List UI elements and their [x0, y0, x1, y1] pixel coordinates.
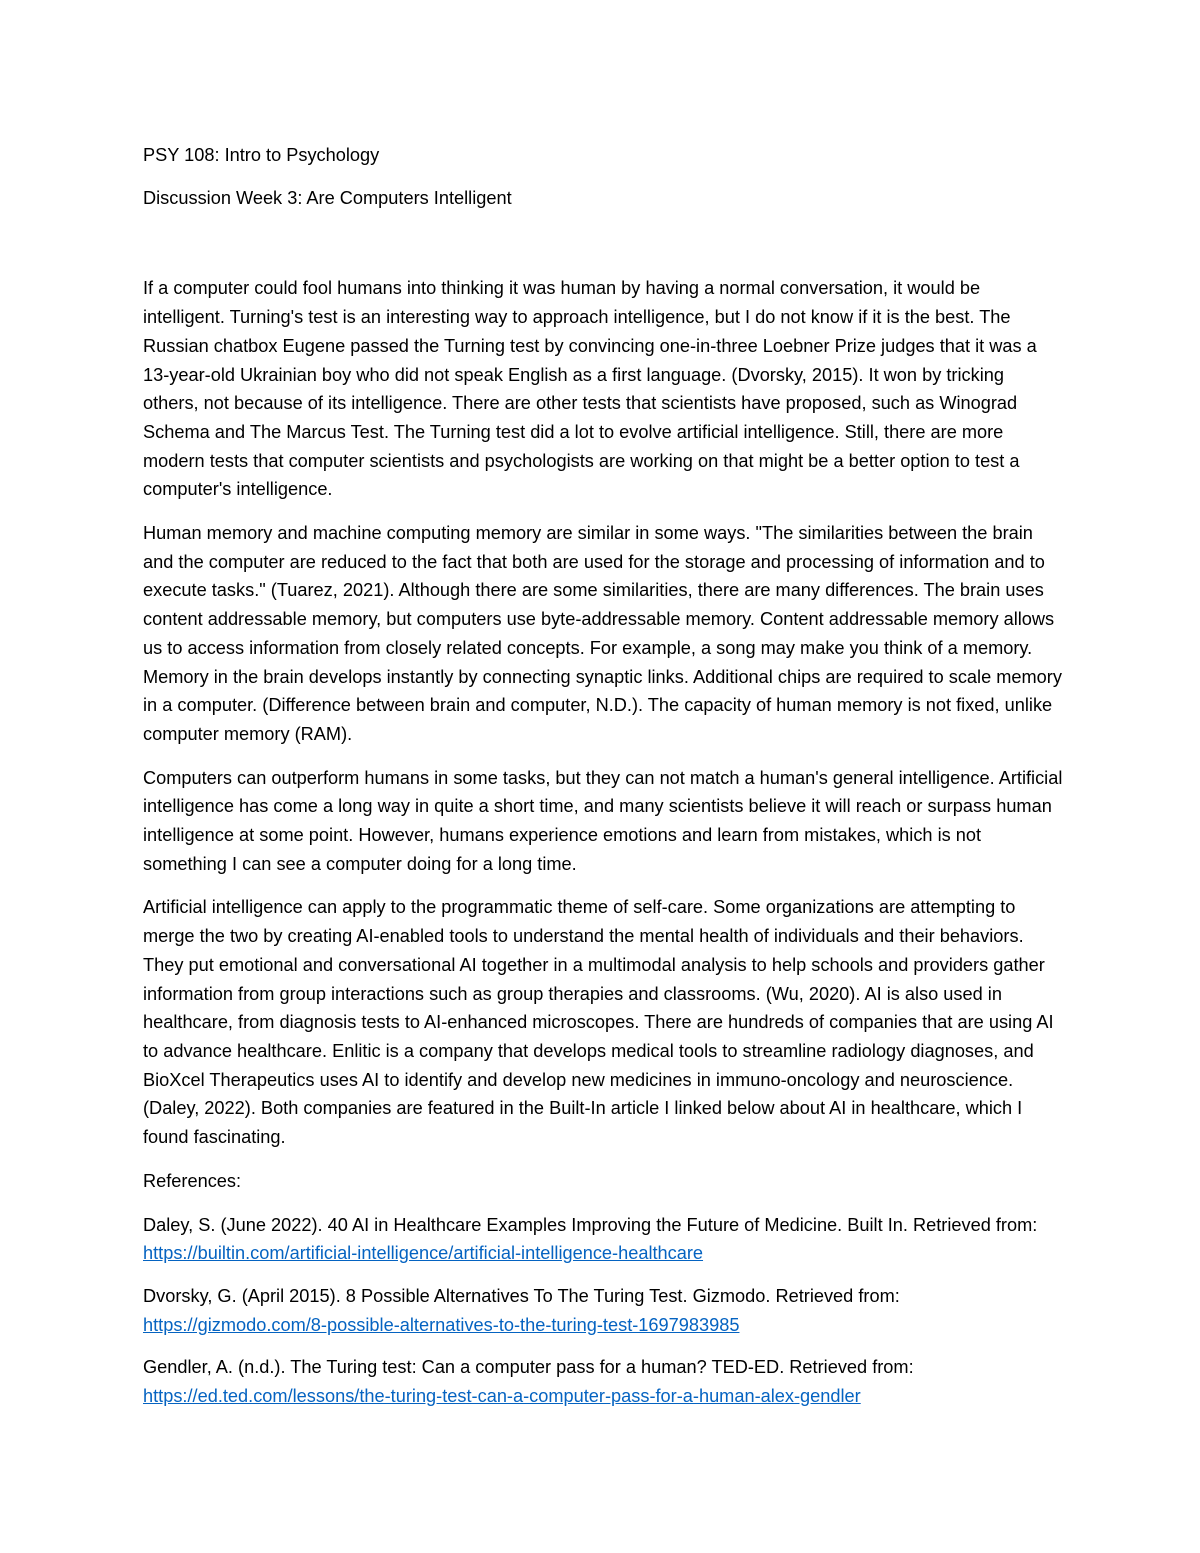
reference-item [143, 1282, 1063, 1339]
reference-text: Gendler, A. (n.d.). The Turing test: Can a computer pass for a human? TED-ED. Retrieved from: [143, 1357, 914, 1378]
reference-link[interactable]: https://gizmodo.com/8-possible-alternatives-to-the-turing-test-1697983985 [143, 1314, 740, 1335]
reference-text: Dvorsky, G. (April 2015). 8 Possible Alternatives To The Turing Test. Gizmodo. Retrieved from: [143, 1285, 900, 1306]
reference-text: Daley, S. (June 2022). 40 AI in Healthcare Examples Improving the Future of Medicine. Built In. Retrieved from: [143, 1214, 1038, 1235]
reference-item [143, 1353, 1063, 1410]
reference-link[interactable]: https://builtin.com/artificial-intelligence/artificial-intelligence-healthcare [143, 1243, 704, 1264]
references-heading: References: [143, 1170, 242, 1191]
paragraph-general-intelligence: Computers can outperform humans in some tasks, but they can not match a human's general intelligence. Artificial intelligence has come a long way in quite a short time, and many scientists believe it will reach or surpass human intelligence at some point. However, humans experience emotions and learn from mistakes, which is not something I can see a computer doing for a long time. [143, 767, 1063, 874]
discussion-title: Discussion Week 3: Are Computers Intelligent [143, 187, 512, 208]
document-body [143, 141, 1063, 1425]
reference-link[interactable]: https://ed.ted.com/lessons/the-turing-test-can-a-computer-pass-for-a-human-alex-gendler [143, 1386, 861, 1407]
reference-item [143, 1211, 1063, 1268]
paragraph-turing-test: If a computer could fool humans into thinking it was human by having a normal conversation, it would be intelligent. Turning's test is an interesting way to approach intelligence, but I do not know if it is the best. The Russian chatbox Eugene passed the Turning test by convincing one-in-three Loebner Prize judges that it was a 13-year-old Ukrainian boy who did not speak English as a first language. (Dvorsky, 2015). It won by tricking others, not because of its intelligence. There are other tests that scientists have proposed, such as Winograd Schema and The Marcus Test. The Turning test did a lot to evolve artificial intelligence. Still, there are more modern tests that computer scientists and psychologists are working on that might be a better option to test a computer's intelligence. [143, 278, 1037, 500]
paragraph-self-care: Artificial intelligence can apply to the programmatic theme of self-care. Some organizations are attempting to merge the two by creating AI-enabled tools to understand the mental health of individuals and their behaviors. They put emotional and conversational AI together in a multimodal analysis to help schools and providers gather information from group interactions such as group therapies and classrooms. (Wu, 2020). AI is also used in healthcare, from diagnosis tests to AI-enhanced microscopes. There are hundreds of companies that are using AI to advance healthcare. Enlitic is a company that develops medical tools to streamline radiology diagnoses, and BioXcel Therapeutics uses AI to identify and develop new medicines in immuno-oncology and neuroscience. (Daley, 2022). Both companies are featured in the Built-In article I linked below about AI in healthcare, which I found fascinating. [143, 897, 1054, 1148]
course-title: PSY 108: Intro to Psychology [143, 145, 380, 165]
paragraph-memory: Human memory and machine computing memory are similar in some ways. "The similarities between the brain and the computer are reduced to the fact that both are used for the storage and processing of information and to execute tasks." (Tuarez, 2021). Although there are some similarities, there are many differences. The brain uses content addressable memory, but computers use byte-addressable memory. Content addressable memory allows us to access information from closely related concepts. For example, a song may make you think of a memory. Memory in the brain develops instantly by connecting synaptic links. Additional chips are required to scale memory in a computer. (Difference between brain and computer, N.D.). The capacity of human memory is not fixed, unlike computer memory (RAM). [143, 523, 1062, 744]
